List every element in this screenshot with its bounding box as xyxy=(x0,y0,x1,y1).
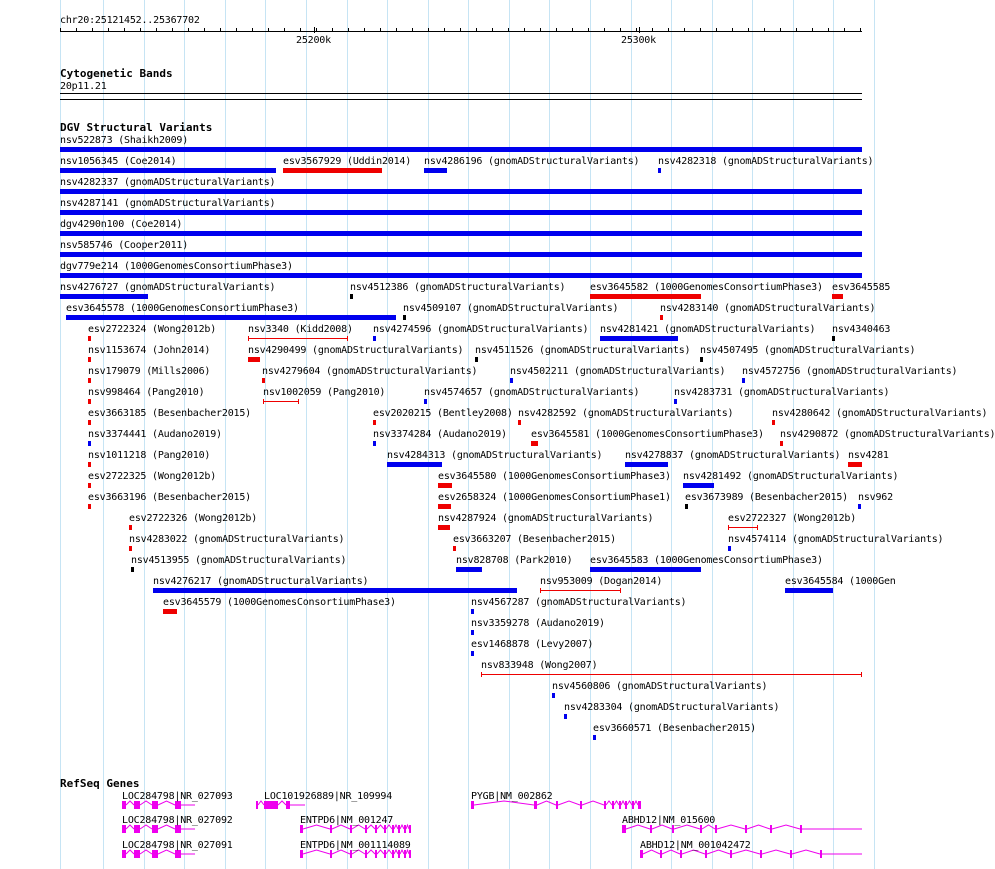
gene-exon[interactable] xyxy=(820,850,822,858)
sv-feature-label[interactable]: nsv4280642 (gnomADStructuralVariants) xyxy=(772,408,988,419)
gene-exon[interactable] xyxy=(350,850,352,858)
gene-exon[interactable] xyxy=(300,850,303,858)
gene-label[interactable]: LOC284798|NR_027093 xyxy=(122,791,233,802)
sv-feature-label[interactable]: nsv1011218 (Pang2010) xyxy=(88,450,211,461)
sv-feature-label[interactable]: esv2722327 (Wong2012b) xyxy=(728,513,857,524)
sv-feature-label[interactable]: nsv998464 (Pang2010) xyxy=(88,387,205,398)
sv-feature-label[interactable]: esv3663196 (Besenbacher2015) xyxy=(88,492,251,503)
gene-exon[interactable] xyxy=(392,850,394,858)
sv-feature-label[interactable]: esv3645578 (1000GenomesConsortiumPhase3) xyxy=(66,303,299,314)
sv-feature-label[interactable]: nsv4572756 (gnomADStructuralVariants) xyxy=(742,366,958,377)
gene-exon[interactable] xyxy=(660,850,662,858)
sv-feature-label[interactable]: nsv1002059 (Pang2010) xyxy=(263,387,386,398)
sv-feature-label[interactable]: nsv4282592 (gnomADStructuralVariants) xyxy=(518,408,734,419)
sv-feature-label[interactable]: nsv4567287 (gnomADStructuralVariants) xyxy=(471,597,687,608)
sv-feature-label[interactable]: nsv4283731 (gnomADStructuralVariants) xyxy=(674,387,890,398)
gene-exon[interactable] xyxy=(134,801,140,809)
sv-feature-label[interactable]: nsv4512386 (gnomADStructuralVariants) xyxy=(350,282,566,293)
gene-exon[interactable] xyxy=(625,801,627,809)
gene-exon[interactable] xyxy=(580,801,582,809)
gene-exon[interactable] xyxy=(409,850,411,858)
gene-exon[interactable] xyxy=(300,825,303,833)
gene-exon[interactable] xyxy=(152,825,158,833)
sv-feature-label[interactable]: esv3673989 (Besenbacher2015) xyxy=(685,492,848,503)
gene-exon[interactable] xyxy=(134,850,140,858)
gene-exon[interactable] xyxy=(365,850,367,858)
gene-exon[interactable] xyxy=(398,825,400,833)
gene-label[interactable]: ENTPD6|NM_001247 xyxy=(300,815,394,826)
gene-exon[interactable] xyxy=(715,825,717,833)
gene-exon[interactable] xyxy=(534,801,537,809)
sv-feature-label[interactable]: nsv4340463 xyxy=(832,324,891,335)
sv-feature-label[interactable]: nsv4283140 (gnomADStructuralVariants) xyxy=(660,303,876,314)
gene-exon[interactable] xyxy=(705,850,707,858)
gene-exon[interactable] xyxy=(745,825,747,833)
ruler-tick-label: 25300k xyxy=(621,35,656,46)
sv-feature-label[interactable]: esv2722325 (Wong2012b) xyxy=(88,471,217,482)
gene-exon[interactable] xyxy=(384,825,386,833)
gene-exon[interactable] xyxy=(650,825,652,833)
gene-exon[interactable] xyxy=(612,801,614,809)
sv-feature-label[interactable]: nsv4290499 (gnomADStructuralVariants) xyxy=(248,345,464,356)
gene-exon[interactable] xyxy=(622,825,626,833)
sv-feature-label[interactable]: esv1468878 (Levy2007) xyxy=(471,639,594,650)
gene-exon[interactable] xyxy=(330,825,332,833)
sv-feature-label[interactable]: nsv3340 (Kidd2008) xyxy=(248,324,353,335)
gene-exon[interactable] xyxy=(404,850,406,858)
sv-feature-label[interactable]: nsv3374441 (Audano2019) xyxy=(88,429,222,440)
sv-feature-label[interactable]: nsv1153674 (John2014) xyxy=(88,345,211,356)
gene-exon[interactable] xyxy=(672,825,674,833)
sv-feature-label[interactable]: nsv4287141 (gnomADStructuralVariants) xyxy=(60,198,276,209)
sv-feature-label[interactable]: esv3645581 (1000GenomesConsortiumPhase3) xyxy=(531,429,764,440)
ruler-tick-label: 25200k xyxy=(296,35,331,46)
sv-feature-label[interactable]: nsv4281421 (gnomADStructuralVariants) xyxy=(600,324,816,335)
sv-feature-label[interactable]: esv3663185 (Besenbacher2015) xyxy=(88,408,251,419)
gene-exon[interactable] xyxy=(264,801,278,809)
sv-feature-label[interactable]: nsv953009 (Dogan2014) xyxy=(540,576,663,587)
sv-feature-label[interactable]: nsv1056345 (Coe2014) xyxy=(60,156,177,167)
gene-exon[interactable] xyxy=(640,850,643,858)
sv-feature-label[interactable]: nsv4282318 (gnomADStructuralVariants) xyxy=(658,156,874,167)
gene-exon[interactable] xyxy=(730,850,732,858)
gene-exon[interactable] xyxy=(175,850,181,858)
sv-feature-label[interactable]: nsv4509107 (gnomADStructuralVariants) xyxy=(403,303,619,314)
sv-feature-label[interactable]: nsv828708 (Park2010) xyxy=(456,555,573,566)
sv-feature-label[interactable]: nsv4560806 (gnomADStructuralVariants) xyxy=(552,681,768,692)
ruler-location-label: chr20:25121452..25367702 xyxy=(60,15,200,26)
gene-exon[interactable] xyxy=(638,801,641,809)
sv-feature-label[interactable]: esv2020215 (Bentley2008) xyxy=(373,408,513,419)
sv-feature-label[interactable]: nsv522873 (Shaikh2009) xyxy=(60,135,189,146)
sv-feature-label[interactable]: nsv179079 (Mills2006) xyxy=(88,366,211,377)
sv-feature-label[interactable]: nsv3374284 (Audano2019) xyxy=(373,429,507,440)
gene-label[interactable]: ABHD12|NM_015600 xyxy=(622,815,716,826)
gene-exon[interactable] xyxy=(286,801,290,809)
gene-exon[interactable] xyxy=(409,825,411,833)
sv-feature-label[interactable]: nsv4507495 (gnomADStructuralVariants) xyxy=(700,345,916,356)
sv-feature-label[interactable]: nsv4276727 (gnomADStructuralVariants) xyxy=(60,282,276,293)
sv-feature-label[interactable]: esv3663207 (Besenbacher2015) xyxy=(453,534,616,545)
refseq-track-title: RefSeq Genes xyxy=(60,777,140,790)
sv-feature-label[interactable]: nsv962 xyxy=(858,492,893,503)
sv-feature-label[interactable]: nsv4278837 (gnomADStructuralVariants) xyxy=(625,450,841,461)
gene-exon[interactable] xyxy=(375,825,377,833)
gene-exon[interactable] xyxy=(384,850,386,858)
sv-feature-label[interactable]: nsv4279604 (gnomADStructuralVariants) xyxy=(262,366,478,377)
gene-exon[interactable] xyxy=(122,825,126,833)
gene-exon[interactable] xyxy=(175,801,181,809)
gene-label[interactable]: LOC101926889|NR_109994 xyxy=(264,791,393,802)
sv-feature-label[interactable]: esv3645582 (1000GenomesConsortiumPhase3) xyxy=(590,282,823,293)
sv-feature-label[interactable]: nsv4513955 (gnomADStructuralVariants) xyxy=(131,555,347,566)
sv-feature-label[interactable]: esv2658324 (1000GenomesConsortiumPhase1) xyxy=(438,492,671,503)
gene-exon[interactable] xyxy=(404,825,406,833)
gene-label[interactable]: LOC284798|NR_027091 xyxy=(122,840,233,851)
sv-feature-label[interactable]: esv2722326 (Wong2012b) xyxy=(129,513,258,524)
gene-exon[interactable] xyxy=(152,850,158,858)
gene-exon[interactable] xyxy=(398,850,400,858)
cyto-band-label: 20p11.21 xyxy=(60,81,107,92)
gene-exon[interactable] xyxy=(700,825,702,833)
gene-label[interactable]: LOC284798|NR_027092 xyxy=(122,815,233,826)
gene-exon[interactable] xyxy=(330,850,332,858)
sv-feature-label[interactable]: esv3645585 xyxy=(832,282,891,293)
gene-exon[interactable] xyxy=(770,825,772,833)
sv-feature-label[interactable]: nsv4281492 (gnomADStructuralVariants) xyxy=(683,471,899,482)
sv-feature-label[interactable]: nsv4281 xyxy=(848,450,889,461)
gene-exon[interactable] xyxy=(122,801,126,809)
sv-feature-label[interactable]: nsv4574657 (gnomADStructuralVariants) xyxy=(424,387,640,398)
sv-feature-label[interactable]: nsv4286196 (gnomADStructuralVariants) xyxy=(424,156,640,167)
gene-exon[interactable] xyxy=(392,825,394,833)
sv-feature-label[interactable]: nsv4511526 (gnomADStructuralVariants) xyxy=(475,345,691,356)
gene-label[interactable]: ABHD12|NM_001042472 xyxy=(640,840,751,851)
sv-feature-label[interactable]: esv3645583 (1000GenomesConsortiumPhase3) xyxy=(590,555,823,566)
gene-exon[interactable] xyxy=(152,801,158,809)
gene-exon[interactable] xyxy=(350,825,352,833)
gene-label[interactable]: ENTPD6|NM_001114089 xyxy=(300,840,411,851)
gene-exon[interactable] xyxy=(760,850,762,858)
gene-exon[interactable] xyxy=(365,825,367,833)
sv-feature-label[interactable]: nsv4284313 (gnomADStructuralVariants) xyxy=(387,450,603,461)
gene-exon[interactable] xyxy=(680,850,682,858)
gene-label[interactable]: PYGB|NM_002862 xyxy=(471,791,553,802)
gene-exon[interactable] xyxy=(800,825,802,833)
sv-feature-label[interactable]: nsv4502211 (gnomADStructuralVariants) xyxy=(510,366,726,377)
sv-feature-label[interactable]: esv3645584 (1000Gen xyxy=(785,576,896,587)
sv-feature-label[interactable]: esv3645580 (1000GenomesConsortiumPhase3) xyxy=(438,471,671,482)
sv-feature-label[interactable]: nsv4276217 (gnomADStructuralVariants) xyxy=(153,576,369,587)
gene-exon[interactable] xyxy=(134,825,140,833)
gene-exon[interactable] xyxy=(556,801,558,809)
gene-exon[interactable] xyxy=(604,801,606,809)
gene-exon[interactable] xyxy=(471,801,474,809)
sv-feature-label[interactable]: nsv3359278 (Audano2019) xyxy=(471,618,605,629)
gene-exon[interactable] xyxy=(122,850,126,858)
sv-feature-label[interactable]: esv3660571 (Besenbacher2015) xyxy=(593,723,756,734)
sv-feature-label[interactable]: nsv4282337 (gnomADStructuralVariants) xyxy=(60,177,276,188)
sv-feature-label[interactable]: nsv4287924 (gnomADStructuralVariants) xyxy=(438,513,654,524)
sv-feature-label[interactable]: esv2722324 (Wong2012b) xyxy=(88,324,217,335)
sv-feature-label[interactable]: nsv4283304 (gnomADStructuralVariants) xyxy=(564,702,780,713)
gene-exon[interactable] xyxy=(619,801,621,809)
gene-exon[interactable] xyxy=(256,801,258,809)
gene-exon[interactable] xyxy=(375,850,377,858)
sv-feature-label[interactable]: nsv4290872 (gnomADStructuralVariants) xyxy=(780,429,995,440)
sv-feature-label[interactable]: nsv4283022 (gnomADStructuralVariants) xyxy=(129,534,345,545)
cyto-track-title: Cytogenetic Bands xyxy=(60,67,173,80)
sv-feature-label[interactable]: esv3567929 (Uddin2014) xyxy=(283,156,412,167)
sv-feature-label[interactable]: dgv4290n100 (Coe2014) xyxy=(60,219,183,230)
sv-feature-label[interactable]: nsv4274596 (gnomADStructuralVariants) xyxy=(373,324,589,335)
sv-feature-label[interactable]: dgv779e214 (1000GenomesConsortiumPhase3) xyxy=(60,261,293,272)
dgv-track-title: DGV Structural Variants xyxy=(60,121,213,134)
gene-exon[interactable] xyxy=(632,801,634,809)
sv-feature-label[interactable]: nsv833948 (Wong2007) xyxy=(481,660,598,671)
sv-feature-label[interactable]: nsv4574114 (gnomADStructuralVariants) xyxy=(728,534,944,545)
gene-exon[interactable] xyxy=(175,825,181,833)
sv-feature-label[interactable]: nsv585746 (Cooper2011) xyxy=(60,240,189,251)
gene-exon[interactable] xyxy=(790,850,792,858)
sv-feature-label[interactable]: esv3645579 (1000GenomesConsortiumPhase3) xyxy=(163,597,396,608)
